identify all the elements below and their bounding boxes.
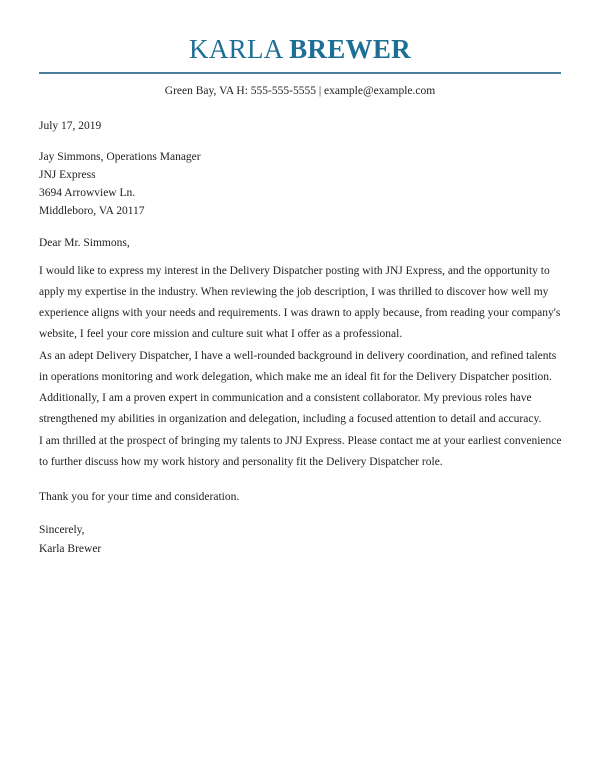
salutation: Dear Mr. Simmons, (39, 237, 130, 249)
closing: Sincerely, (39, 524, 85, 536)
paragraph-intro: I would like to express my interest in the Delivery Dispatcher posting with JNJ Express, and the opportunity to apply my expertise in the industry. When reviewing the job description, I was thrilled to discover how well my experience aligns with your needs and requirements. I was drawn to apply because, from reading your company's website, I feel your core mission and culture suit what I offer as a professional. (39, 265, 561, 340)
applicant-name (0, 32, 600, 66)
recipient-company: JNJ Express (39, 169, 96, 181)
paragraph-qualifications: As an adept Delivery Dispatcher, I have a well-rounded background in delivery coordination, and refined talents in operations monitoring and work delegation, which make me an ideal fit for the Delivery Dispatcher position. Additionally, I am a proven expert in communication and a consistent collaborator. My previous roles have strengthened my abilities in organization and delegation, including a focused attention to detail and accuracy. (39, 350, 557, 425)
contact-info: Green Bay, VA H: 555-555-5555 | example@example.com (164, 85, 436, 97)
first-name: KARLA (189, 34, 283, 64)
recipient-city-state-zip: Middleboro, VA 20117 (39, 205, 145, 217)
recipient-street: 3694 Arrowview Ln. (39, 187, 136, 199)
letter-date: July 17, 2019 (39, 120, 102, 132)
recipient-name-title: Jay Simmons, Operations Manager (39, 151, 201, 163)
paragraph-call-to-action: I am thrilled at the prospect of bringing my talents to JNJ Express. Please contact me at your earliest convenience to further discuss how my work history and personality fit the Delivery Dispatcher role. (39, 435, 562, 468)
header-divider (39, 72, 561, 74)
paragraph-thanks: Thank you for your time and consideration. (39, 491, 240, 503)
last-name: BREWER (289, 34, 411, 64)
signature: Karla Brewer (39, 543, 102, 555)
